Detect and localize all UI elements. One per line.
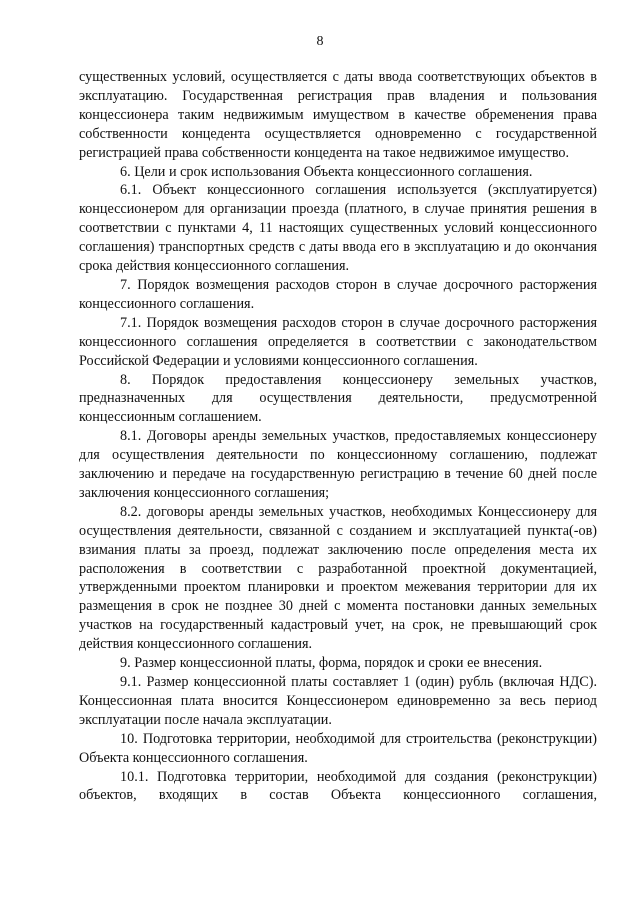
- section-7-heading: 7. Порядок возмещения расходов сторон в случае досрочного расторжения концессионного соглашения.: [79, 276, 597, 312]
- clause-10-1: 10.1. Подготовка территории, необходимой для создания (реконструкции) объектов, входящих в состав Объекта концессионного соглашения,: [79, 768, 597, 804]
- clause-8-2: 8.2. договоры аренды земельных участков, необходимых Концессионеру для осуществления деятельности, связанной с созданием и эксплуатацией пункта(-ов) взимания платы за проезд, подлежат заключению после определения места их расположения в соответствии с разработанной проектной документацией, утвержденными проектом планировки и проектом межевания территории для их размещения в срок не позднее 30 дней с момента постановки данных земельных участков на государственный кадастровый учет, на срок, не превышающий срок действия концессионного соглашения.: [79, 503, 597, 653]
- paragraph-continuation: существенных условий, осуществляется с даты ввода соответствующих объектов в эксплуатацию. Государственная регистрация прав владения и пользования концессионера таким недвижимым имуществом в качестве обременения права собственности концедента осуществляется одновременно с государственной регистрацией права собственности концедента на такое недвижимое имущество.: [79, 69, 597, 161]
- clause-7-1: 7.1. Порядок возмещения расходов сторон в случае досрочного расторжения концессионного соглашения определяется в соответствии с законодательством Российской Федерации и условиями концессионного соглашения.: [79, 314, 597, 369]
- clause-8-1: 8.1. Договоры аренды земельных участков, предоставляемых концессионеру для осуществления деятельности по концессионному соглашению, подлежат заключению и передаче на государственную регистрацию в течение 60 дней после заключения концессионного соглашения;: [79, 428, 597, 501]
- section-8-heading: 8. Порядок предоставления концессионеру земельных участков, предназначенных для осуществления деятельности, предусмотренной концессионным соглашением.: [79, 371, 597, 426]
- section-6-heading: 6. Цели и срок использования Объекта концессионного соглашения.: [120, 163, 533, 180]
- document-body: [79, 68, 597, 805]
- section-9-heading: 9. Размер концессионной платы, форма, порядок и сроки ее внесения.: [120, 655, 543, 672]
- section-10-heading: 10. Подготовка территории, необходимой для строительства (реконструкции) Объекта концессионного соглашения.: [79, 730, 597, 766]
- clause-9-1: 9.1. Размер концессионной платы составляет 1 (один) рубль (включая НДС). Концессионная плата вносится Концессионером единовременно за весь период эксплуатации после начала эксплуатации.: [79, 674, 597, 728]
- page-number: 8: [316, 34, 324, 49]
- clause-6-1: 6.1. Объект концессионного соглашения используется (эксплуатируется) концессионером для организации проезда (платного, в случае принятия решения в соответствии с пунктами 4, 11 настоящих существенных условий концессионного соглашения) транспортных средств с даты ввода его в эксплуатацию и до окончания срока действия концессионного соглашения.: [79, 182, 597, 275]
